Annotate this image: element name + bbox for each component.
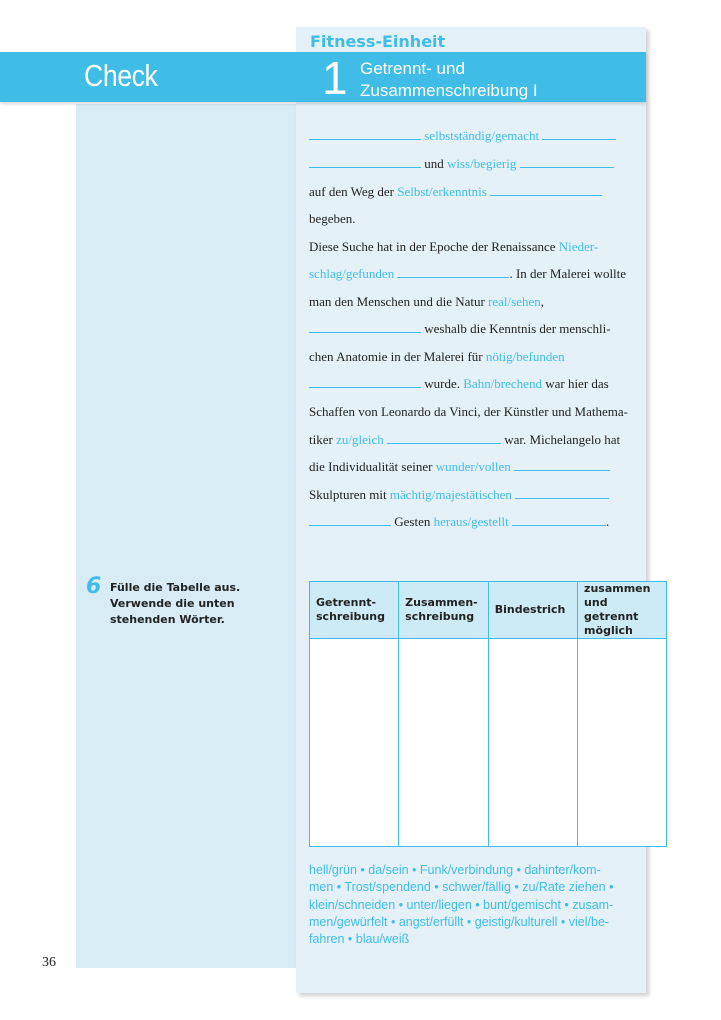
- header-line: schreibung: [316, 610, 385, 623]
- unit-title-line2: Zusammenschreibung I: [360, 81, 538, 100]
- answer-blank[interactable]: [309, 321, 421, 333]
- task-instruction-line: Fülle die Tabelle aus.: [110, 581, 241, 594]
- text-fragment: man den Menschen und die Natur: [309, 294, 485, 309]
- answer-cell-zusammen[interactable]: [399, 639, 489, 847]
- text-fragment: Gesten: [394, 514, 431, 529]
- answer-blank[interactable]: [309, 514, 391, 526]
- column-header-beides: [578, 582, 667, 639]
- task-instruction: [110, 580, 270, 628]
- answer-blank[interactable]: [520, 156, 614, 168]
- header-line: Bindestrich: [494, 603, 566, 616]
- word-to-check: real/sehen: [488, 294, 541, 309]
- word-to-check: wunder/vollen: [435, 459, 511, 474]
- unit-title-line1: Getrennt- und: [360, 59, 465, 78]
- answer-blank[interactable]: [515, 487, 609, 499]
- word-list-line: fahren • blau/weiß: [309, 932, 410, 947]
- header-line: Zusammen-: [405, 596, 478, 609]
- header-line: und getrennt: [584, 596, 639, 623]
- text-fragment: auf den Weg der: [309, 184, 394, 199]
- answer-blank[interactable]: [512, 514, 606, 526]
- table-row: [310, 639, 667, 847]
- word-list: [309, 862, 629, 948]
- answer-cell-beides[interactable]: [578, 639, 667, 847]
- text-fragment: .: [605, 514, 610, 529]
- text-fragment: tiker: [309, 432, 333, 447]
- column-header-bindestrich: [488, 582, 577, 639]
- unit-label: Fitness-Einheit: [310, 32, 446, 51]
- word-list-line: men • Trost/spendend • schwer/fällig • zu/Rate ziehen •: [309, 880, 614, 895]
- text-fragment: wurde.: [424, 376, 460, 391]
- header-line: schreibung: [405, 610, 475, 623]
- answer-blank[interactable]: [397, 266, 509, 278]
- word-to-check: Selbst/erkenntnis: [397, 184, 487, 199]
- task-instruction-line: stehenden Wörter.: [110, 613, 225, 626]
- text-line-1: [309, 128, 616, 144]
- task-number: 6: [86, 574, 102, 599]
- answer-blank[interactable]: [514, 459, 610, 471]
- unit-number: 1: [322, 52, 348, 104]
- text-line-10: [309, 376, 609, 392]
- word-to-check: wiss/begierig: [447, 156, 517, 171]
- word-to-check: schlag/gefunden: [309, 266, 395, 281]
- word-to-check: heraus/gestellt: [433, 514, 509, 529]
- header-line: Getrennt-: [316, 596, 377, 609]
- column-header-zusammen: [399, 582, 489, 639]
- word-list-line: klein/schneiden • unter/liegen • bunt/gemischt • zusam-: [309, 897, 614, 912]
- classification-table: [309, 581, 667, 847]
- text-line-15: [309, 514, 609, 530]
- word-to-check: Bahn/brechend: [463, 376, 542, 391]
- answer-blank[interactable]: [309, 156, 421, 168]
- table-header-row: [310, 582, 667, 639]
- text-line-11: [309, 404, 628, 420]
- task-instruction-line: Verwende die unten: [110, 597, 235, 610]
- text-fragment: war. Michelangelo hat: [504, 432, 621, 447]
- word-to-check: zu/gleich: [336, 432, 384, 447]
- text-fragment: . In der Malerei wollte: [509, 266, 627, 281]
- text-fragment: begeben.: [309, 211, 356, 226]
- text-line-2: [309, 156, 614, 172]
- word-to-check: nötig/befunden: [485, 349, 565, 364]
- text-line-6: [309, 266, 626, 282]
- section-title: Check: [84, 58, 158, 93]
- word-to-check: Nieder-: [558, 239, 599, 254]
- word-list-line: hell/grün • da/sein • Funk/verbindung • dahinter/kom-: [309, 863, 601, 877]
- answer-blank[interactable]: [309, 128, 421, 140]
- word-to-check: mächtig/majestätischen: [389, 487, 512, 502]
- page-number: 36: [42, 955, 56, 970]
- word-list-line: men/gewürfelt • angst/erfüllt • geistig/kulturell • viel/be-: [309, 914, 610, 929]
- answer-cell-bindestrich[interactable]: [488, 639, 577, 847]
- answer-cell-getrennt[interactable]: [310, 639, 399, 847]
- text-line-14: [309, 487, 609, 503]
- unit-title: [360, 58, 538, 102]
- text-fragment: Schaffen von Leonardo da Vinci, der Künstler und Mathema-: [309, 404, 628, 419]
- answer-blank[interactable]: [542, 128, 616, 140]
- text-fragment: Diese Suche hat in der Epoche der Renaissance: [309, 239, 556, 254]
- text-fragment: chen Anatomie in der Malerei für: [309, 349, 483, 364]
- text-line-7: [309, 294, 544, 310]
- left-column-background: [76, 104, 296, 968]
- text-line-8: [309, 321, 611, 337]
- text-line-9: [309, 349, 565, 365]
- text-fragment: war hier das: [545, 376, 609, 391]
- word-to-check: selbstständig/gemacht: [424, 128, 540, 143]
- answer-blank[interactable]: [490, 184, 602, 196]
- text-fragment: ,: [540, 294, 545, 309]
- text-fragment: weshalb die Kenntnis der menschli-: [424, 321, 611, 336]
- text-fragment: die Individualität seiner: [309, 459, 433, 474]
- text-line-4: [309, 211, 356, 227]
- text-line-12: [309, 432, 620, 448]
- text-line-3: [309, 184, 602, 200]
- answer-blank[interactable]: [387, 432, 501, 444]
- answer-blank[interactable]: [309, 376, 421, 388]
- column-header-getrennt: [310, 582, 399, 639]
- header-line: zusammen: [584, 582, 651, 595]
- text-fragment: und: [424, 156, 444, 171]
- header-line: möglich: [584, 624, 633, 637]
- text-line-5: [309, 239, 598, 255]
- text-line-13: [309, 459, 610, 475]
- text-fragment: Skulpturen mit: [309, 487, 387, 502]
